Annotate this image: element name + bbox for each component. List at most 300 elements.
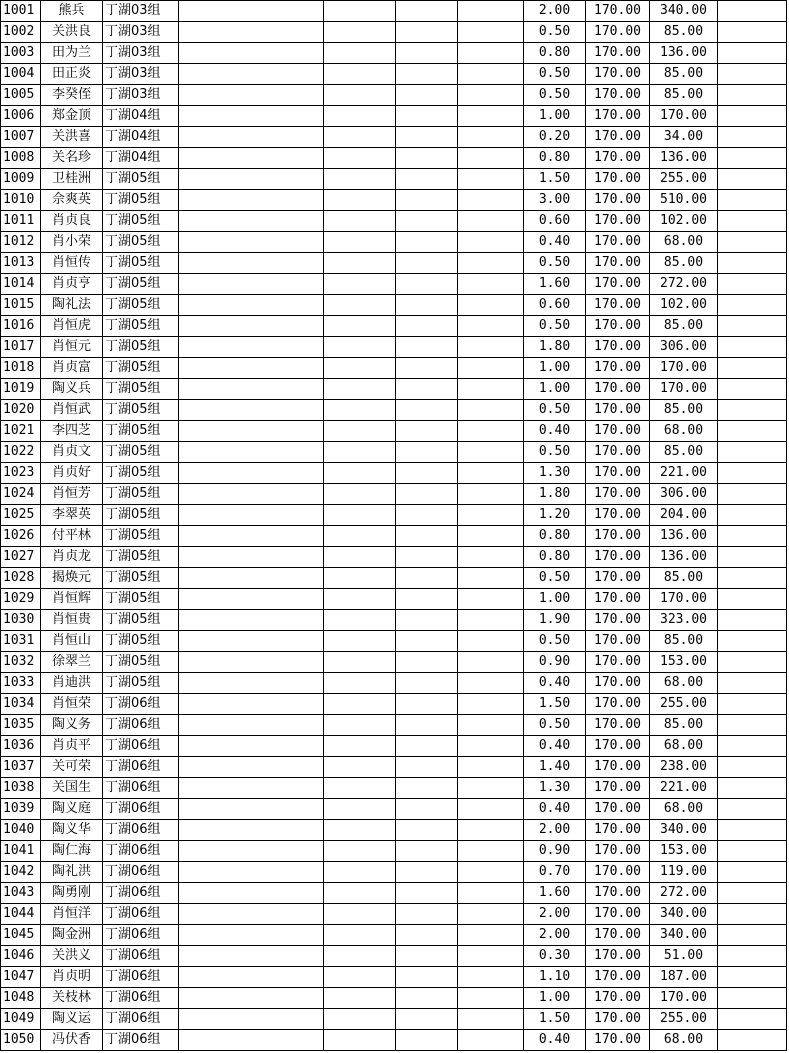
empty-cell: [179, 127, 324, 148]
name-cell: 陶义务: [41, 715, 103, 736]
price-cell: 170.00: [586, 694, 650, 715]
name-cell: 肖贞良: [41, 211, 103, 232]
empty-cell: [718, 85, 787, 106]
amount-cell: 85.00: [650, 85, 718, 106]
table-row: [1, 400, 787, 421]
name-cell: 付平林: [41, 526, 103, 547]
empty-cell: [324, 967, 396, 988]
name-cell: 李四芝: [41, 421, 103, 442]
empty-cell: [396, 799, 458, 820]
amount-cell: 136.00: [650, 547, 718, 568]
area-cell: 1.90: [524, 610, 586, 631]
id-cell: 1013: [1, 253, 41, 274]
empty-cell: [396, 169, 458, 190]
empty-cell: [396, 631, 458, 652]
empty-cell: [324, 883, 396, 904]
price-cell: 170.00: [586, 547, 650, 568]
empty-cell: [179, 190, 324, 211]
empty-cell: [458, 799, 524, 820]
name-cell: 陶礼法: [41, 295, 103, 316]
area-cell: 1.40: [524, 757, 586, 778]
area-cell: 0.60: [524, 211, 586, 232]
price-cell: 170.00: [586, 148, 650, 169]
empty-cell: [396, 484, 458, 505]
area-cell: 0.40: [524, 799, 586, 820]
area-cell: 1.00: [524, 358, 586, 379]
empty-cell: [179, 232, 324, 253]
empty-cell: [179, 1, 324, 22]
empty-cell: [324, 673, 396, 694]
amount-cell: 136.00: [650, 526, 718, 547]
empty-cell: [718, 442, 787, 463]
empty-cell: [458, 736, 524, 757]
empty-cell: [324, 568, 396, 589]
name-cell: 揭焕元: [41, 568, 103, 589]
price-cell: 170.00: [586, 463, 650, 484]
id-cell: 1047: [1, 967, 41, 988]
amount-cell: 340.00: [650, 925, 718, 946]
amount-cell: 85.00: [650, 22, 718, 43]
name-cell: 关洪义: [41, 946, 103, 967]
empty-cell: [396, 988, 458, 1009]
empty-cell: [718, 652, 787, 673]
empty-cell: [324, 925, 396, 946]
empty-cell: [718, 358, 787, 379]
id-cell: 1049: [1, 1009, 41, 1030]
amount-cell: 119.00: [650, 862, 718, 883]
empty-cell: [718, 568, 787, 589]
price-cell: 170.00: [586, 169, 650, 190]
amount-cell: 68.00: [650, 736, 718, 757]
empty-cell: [324, 694, 396, 715]
empty-cell: [324, 484, 396, 505]
empty-cell: [718, 694, 787, 715]
empty-cell: [396, 148, 458, 169]
id-cell: 1019: [1, 379, 41, 400]
empty-cell: [458, 715, 524, 736]
id-cell: 1029: [1, 589, 41, 610]
empty-cell: [458, 22, 524, 43]
group-cell: 丁湖05组: [103, 652, 179, 673]
name-cell: 肖贞亨: [41, 274, 103, 295]
name-cell: 肖迪洪: [41, 673, 103, 694]
table-row: [1, 883, 787, 904]
area-cell: 1.20: [524, 505, 586, 526]
empty-cell: [396, 22, 458, 43]
price-cell: 170.00: [586, 778, 650, 799]
area-cell: 0.40: [524, 421, 586, 442]
empty-cell: [396, 358, 458, 379]
empty-cell: [718, 463, 787, 484]
group-cell: 丁湖06组: [103, 736, 179, 757]
empty-cell: [324, 547, 396, 568]
empty-cell: [324, 631, 396, 652]
empty-cell: [324, 337, 396, 358]
area-cell: 0.90: [524, 652, 586, 673]
price-cell: 170.00: [586, 1030, 650, 1051]
empty-cell: [718, 295, 787, 316]
empty-cell: [179, 211, 324, 232]
group-cell: 丁湖03组: [103, 22, 179, 43]
amount-cell: 153.00: [650, 841, 718, 862]
empty-cell: [458, 148, 524, 169]
empty-cell: [718, 967, 787, 988]
group-cell: 丁湖05组: [103, 505, 179, 526]
price-cell: 170.00: [586, 505, 650, 526]
empty-cell: [324, 295, 396, 316]
group-cell: 丁湖05组: [103, 547, 179, 568]
empty-cell: [179, 862, 324, 883]
table-row: [1, 316, 787, 337]
name-cell: 肖贞富: [41, 358, 103, 379]
amount-cell: 102.00: [650, 295, 718, 316]
empty-cell: [396, 568, 458, 589]
id-cell: 1044: [1, 904, 41, 925]
id-cell: 1030: [1, 610, 41, 631]
empty-cell: [396, 421, 458, 442]
table-row: [1, 22, 787, 43]
area-cell: 2.00: [524, 925, 586, 946]
empty-cell: [718, 106, 787, 127]
empty-cell: [324, 1, 396, 22]
empty-cell: [396, 904, 458, 925]
amount-cell: 323.00: [650, 610, 718, 631]
empty-cell: [458, 274, 524, 295]
group-cell: 丁湖06组: [103, 1030, 179, 1051]
id-cell: 1003: [1, 43, 41, 64]
table-row: [1, 862, 787, 883]
id-cell: 1009: [1, 169, 41, 190]
empty-cell: [458, 757, 524, 778]
table-row: [1, 925, 787, 946]
empty-cell: [179, 694, 324, 715]
area-cell: 0.50: [524, 85, 586, 106]
id-cell: 1017: [1, 337, 41, 358]
name-cell: 陶仁海: [41, 841, 103, 862]
area-cell: 0.80: [524, 43, 586, 64]
area-cell: 0.40: [524, 736, 586, 757]
group-cell: 丁湖05组: [103, 337, 179, 358]
empty-cell: [718, 631, 787, 652]
name-cell: 冯伏香: [41, 1030, 103, 1051]
empty-cell: [324, 169, 396, 190]
name-cell: 关国生: [41, 778, 103, 799]
id-cell: 1008: [1, 148, 41, 169]
empty-cell: [718, 484, 787, 505]
area-cell: 0.30: [524, 946, 586, 967]
empty-cell: [179, 274, 324, 295]
name-cell: 肖恒洋: [41, 904, 103, 925]
table-row: [1, 295, 787, 316]
group-cell: 丁湖05组: [103, 190, 179, 211]
id-cell: 1006: [1, 106, 41, 127]
empty-cell: [179, 673, 324, 694]
empty-cell: [179, 610, 324, 631]
area-cell: 1.60: [524, 274, 586, 295]
amount-cell: 68.00: [650, 1030, 718, 1051]
price-cell: 170.00: [586, 127, 650, 148]
price-cell: 170.00: [586, 988, 650, 1009]
empty-cell: [179, 442, 324, 463]
amount-cell: 306.00: [650, 337, 718, 358]
price-cell: 170.00: [586, 904, 650, 925]
table-row: [1, 127, 787, 148]
empty-cell: [324, 64, 396, 85]
amount-cell: 340.00: [650, 904, 718, 925]
empty-cell: [324, 715, 396, 736]
id-cell: 1045: [1, 925, 41, 946]
id-cell: 1034: [1, 694, 41, 715]
group-cell: 丁湖04组: [103, 106, 179, 127]
amount-cell: 34.00: [650, 127, 718, 148]
table-row: [1, 442, 787, 463]
empty-cell: [458, 610, 524, 631]
id-cell: 1036: [1, 736, 41, 757]
table-row: [1, 610, 787, 631]
name-cell: 肖恒元: [41, 337, 103, 358]
table-row: [1, 421, 787, 442]
price-cell: 170.00: [586, 1009, 650, 1030]
price-cell: 170.00: [586, 211, 650, 232]
table-row: [1, 274, 787, 295]
name-cell: 陶义兵: [41, 379, 103, 400]
empty-cell: [324, 85, 396, 106]
table-row: [1, 589, 787, 610]
empty-cell: [179, 715, 324, 736]
empty-cell: [458, 442, 524, 463]
empty-cell: [718, 43, 787, 64]
name-cell: 郑金顶: [41, 106, 103, 127]
empty-cell: [396, 442, 458, 463]
table-row: [1, 484, 787, 505]
amount-cell: 238.00: [650, 757, 718, 778]
empty-cell: [396, 295, 458, 316]
empty-cell: [718, 148, 787, 169]
area-cell: 0.50: [524, 253, 586, 274]
area-cell: 1.00: [524, 589, 586, 610]
empty-cell: [324, 799, 396, 820]
table-row: [1, 64, 787, 85]
name-cell: 肖贞龙: [41, 547, 103, 568]
table-row: [1, 715, 787, 736]
empty-cell: [458, 64, 524, 85]
group-cell: 丁湖06组: [103, 967, 179, 988]
amount-cell: 255.00: [650, 169, 718, 190]
area-cell: 0.80: [524, 526, 586, 547]
price-cell: 170.00: [586, 568, 650, 589]
amount-cell: 68.00: [650, 421, 718, 442]
empty-cell: [396, 526, 458, 547]
name-cell: 关可荣: [41, 757, 103, 778]
area-cell: 1.30: [524, 463, 586, 484]
group-cell: 丁湖06组: [103, 925, 179, 946]
empty-cell: [458, 232, 524, 253]
name-cell: 徐翠兰: [41, 652, 103, 673]
group-cell: 丁湖05组: [103, 211, 179, 232]
empty-cell: [458, 316, 524, 337]
price-cell: 170.00: [586, 442, 650, 463]
empty-cell: [324, 358, 396, 379]
empty-cell: [324, 946, 396, 967]
area-cell: 0.80: [524, 148, 586, 169]
id-cell: 1039: [1, 799, 41, 820]
price-cell: 170.00: [586, 484, 650, 505]
amount-cell: 51.00: [650, 946, 718, 967]
amount-cell: 136.00: [650, 148, 718, 169]
empty-cell: [458, 421, 524, 442]
empty-cell: [396, 274, 458, 295]
group-cell: 丁湖06组: [103, 841, 179, 862]
name-cell: 陶义华: [41, 820, 103, 841]
empty-cell: [324, 526, 396, 547]
price-cell: 170.00: [586, 862, 650, 883]
name-cell: 肖贞好: [41, 463, 103, 484]
empty-cell: [324, 274, 396, 295]
empty-cell: [718, 1, 787, 22]
name-cell: 肖恒荣: [41, 694, 103, 715]
group-cell: 丁湖05组: [103, 421, 179, 442]
name-cell: 田为兰: [41, 43, 103, 64]
empty-cell: [458, 127, 524, 148]
id-cell: 1010: [1, 190, 41, 211]
empty-cell: [324, 22, 396, 43]
empty-cell: [324, 421, 396, 442]
empty-cell: [458, 1009, 524, 1030]
table-row: [1, 232, 787, 253]
empty-cell: [718, 337, 787, 358]
price-cell: 170.00: [586, 232, 650, 253]
area-cell: 1.00: [524, 988, 586, 1009]
group-cell: 丁湖06组: [103, 715, 179, 736]
table-row: [1, 631, 787, 652]
empty-cell: [324, 988, 396, 1009]
name-cell: 肖贞平: [41, 736, 103, 757]
empty-cell: [179, 358, 324, 379]
area-cell: 1.80: [524, 337, 586, 358]
empty-cell: [458, 358, 524, 379]
price-cell: 170.00: [586, 610, 650, 631]
empty-cell: [458, 946, 524, 967]
name-cell: 肖恒传: [41, 253, 103, 274]
table-row: [1, 568, 787, 589]
amount-cell: 85.00: [650, 715, 718, 736]
empty-cell: [396, 946, 458, 967]
empty-cell: [718, 736, 787, 757]
empty-cell: [396, 820, 458, 841]
table-row: [1, 652, 787, 673]
price-cell: 170.00: [586, 22, 650, 43]
amount-cell: 170.00: [650, 589, 718, 610]
group-cell: 丁湖05组: [103, 274, 179, 295]
id-cell: 1005: [1, 85, 41, 106]
empty-cell: [396, 400, 458, 421]
empty-cell: [718, 274, 787, 295]
area-cell: 3.00: [524, 190, 586, 211]
empty-cell: [179, 148, 324, 169]
empty-cell: [718, 820, 787, 841]
group-cell: 丁湖05组: [103, 526, 179, 547]
empty-cell: [396, 85, 458, 106]
empty-cell: [396, 883, 458, 904]
empty-cell: [324, 379, 396, 400]
area-cell: 1.00: [524, 379, 586, 400]
empty-cell: [179, 43, 324, 64]
empty-cell: [396, 43, 458, 64]
name-cell: 肖贞文: [41, 442, 103, 463]
empty-cell: [718, 946, 787, 967]
id-cell: 1015: [1, 295, 41, 316]
empty-cell: [179, 106, 324, 127]
empty-cell: [179, 820, 324, 841]
empty-cell: [718, 190, 787, 211]
empty-cell: [458, 211, 524, 232]
table-row: [1, 253, 787, 274]
empty-cell: [179, 400, 324, 421]
area-cell: 0.50: [524, 568, 586, 589]
area-cell: 0.50: [524, 64, 586, 85]
id-cell: 1042: [1, 862, 41, 883]
empty-cell: [718, 379, 787, 400]
area-cell: 1.50: [524, 1009, 586, 1030]
empty-cell: [396, 463, 458, 484]
empty-cell: [179, 1009, 324, 1030]
empty-cell: [396, 1030, 458, 1051]
area-cell: 0.50: [524, 316, 586, 337]
amount-cell: 340.00: [650, 1, 718, 22]
empty-cell: [718, 316, 787, 337]
empty-cell: [458, 295, 524, 316]
name-cell: 关名珍: [41, 148, 103, 169]
empty-cell: [458, 631, 524, 652]
empty-cell: [324, 778, 396, 799]
empty-cell: [718, 421, 787, 442]
empty-cell: [718, 505, 787, 526]
empty-cell: [324, 841, 396, 862]
name-cell: 肖恒辉: [41, 589, 103, 610]
price-cell: 170.00: [586, 820, 650, 841]
table-row: [1, 463, 787, 484]
price-cell: 170.00: [586, 757, 650, 778]
table-row: [1, 820, 787, 841]
group-cell: 丁湖05组: [103, 400, 179, 421]
area-cell: 2.00: [524, 904, 586, 925]
group-cell: 丁湖06组: [103, 946, 179, 967]
empty-cell: [718, 778, 787, 799]
empty-cell: [179, 988, 324, 1009]
empty-cell: [458, 841, 524, 862]
empty-cell: [324, 1030, 396, 1051]
table-row: [1, 967, 787, 988]
empty-cell: [179, 526, 324, 547]
price-cell: 170.00: [586, 799, 650, 820]
id-cell: 1032: [1, 652, 41, 673]
group-cell: 丁湖04组: [103, 127, 179, 148]
empty-cell: [179, 631, 324, 652]
id-cell: 1048: [1, 988, 41, 1009]
table-row: [1, 946, 787, 967]
price-cell: 170.00: [586, 652, 650, 673]
price-cell: 170.00: [586, 358, 650, 379]
amount-cell: 170.00: [650, 106, 718, 127]
empty-cell: [718, 841, 787, 862]
empty-cell: [179, 484, 324, 505]
empty-cell: [718, 64, 787, 85]
empty-cell: [718, 22, 787, 43]
area-cell: 0.50: [524, 400, 586, 421]
empty-cell: [179, 568, 324, 589]
area-cell: 0.50: [524, 631, 586, 652]
area-cell: 0.70: [524, 862, 586, 883]
